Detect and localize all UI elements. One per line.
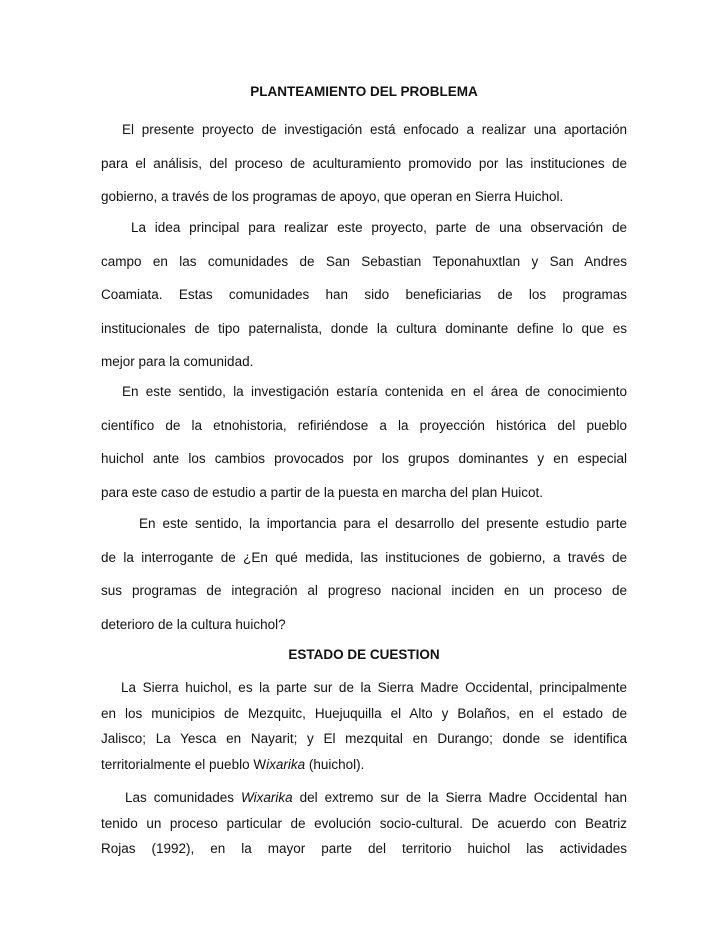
text-line: La idea principal para realizar este proyecto, parte de una observación de xyxy=(131,220,627,235)
text-line: en los municipios de Mezquitc, Huejuquilla el Alto y Bolaños, en el estado de xyxy=(101,705,627,721)
text-line: La Sierra huichol, es la parte sur de la Sierra Madre Occidental, principalmente xyxy=(121,680,627,695)
paragraph-6 xyxy=(101,790,627,867)
paragraph-5 xyxy=(101,680,627,782)
text-line: En este sentido, la investigación estaría contenida en el área de conocimiento xyxy=(122,384,627,399)
text-line: Coamiata. Estas comunidades han sido beneficiarias de los programas xyxy=(101,287,627,303)
text-span: (huichol). xyxy=(305,756,365,772)
text-line: tenido un proceso particular de evolución socio-cultural. De acuerdo con Beatriz xyxy=(101,815,627,831)
text-line: campo en las comunidades de San Sebastian Teponahuxtlan y San Andres xyxy=(101,253,627,269)
text-line: mejor para la comunidad. xyxy=(101,354,254,370)
text-line: para el análisis, del proceso de aculturamiento promovido por las instituciones de xyxy=(101,155,627,171)
paragraph-3 xyxy=(101,384,627,518)
paragraph-4 xyxy=(101,516,627,650)
text-line: para este caso de estudio a partir de la puesta en marcha del plan Huicot. xyxy=(101,484,544,500)
paragraph-2 xyxy=(101,220,627,388)
paragraph-1 xyxy=(101,122,627,223)
text-line: En este sentido, la importancia para el desarrollo del presente estudio parte xyxy=(139,516,627,531)
section-title-planteamiento: PLANTEAMIENTO DEL PROBLEMA xyxy=(250,84,478,99)
text-line: de la interrogante de ¿En qué medida, las instituciones de gobierno, a través de xyxy=(101,549,627,565)
text-line xyxy=(101,757,627,783)
text-line: huichol ante los cambios provocados por los grupos dominantes y en especial xyxy=(101,451,627,467)
text-line: institucionales de tipo paternalista, donde la cultura dominante define lo que es xyxy=(101,320,627,336)
text-span: del extremo sur de la Sierra Madre Occidental han xyxy=(292,790,627,805)
text-line: sus programas de integración al progreso nacional inciden en un proceso de xyxy=(101,583,627,599)
italic-term: Wixarika xyxy=(241,790,293,805)
section-title-estado: ESTADO DE CUESTION xyxy=(288,647,440,662)
text-span: territorialmente el pueblo W xyxy=(101,756,267,772)
text-line xyxy=(101,790,627,816)
italic-term: ixarika xyxy=(266,756,306,772)
text-line: Rojas (1992), en la mayor parte del territorio huichol las actividades xyxy=(101,841,627,856)
text-line: El presente proyecto de investigación está enfocado a realizar una aportación xyxy=(122,122,627,137)
text-line: Jalisco; La Yesca en Nayarit; y El mezquital en Durango; donde se identifica xyxy=(101,731,627,746)
text-line: gobierno, a través de los programas de apoyo, que operan en Sierra Huichol. xyxy=(101,189,564,205)
text-span: Las comunidades xyxy=(125,790,242,805)
text-line: deterioro de la cultura huichol? xyxy=(101,616,286,632)
text-line: científico de la etnohistoria, refiriéndose a la proyección histórica del pueblo xyxy=(101,417,627,433)
